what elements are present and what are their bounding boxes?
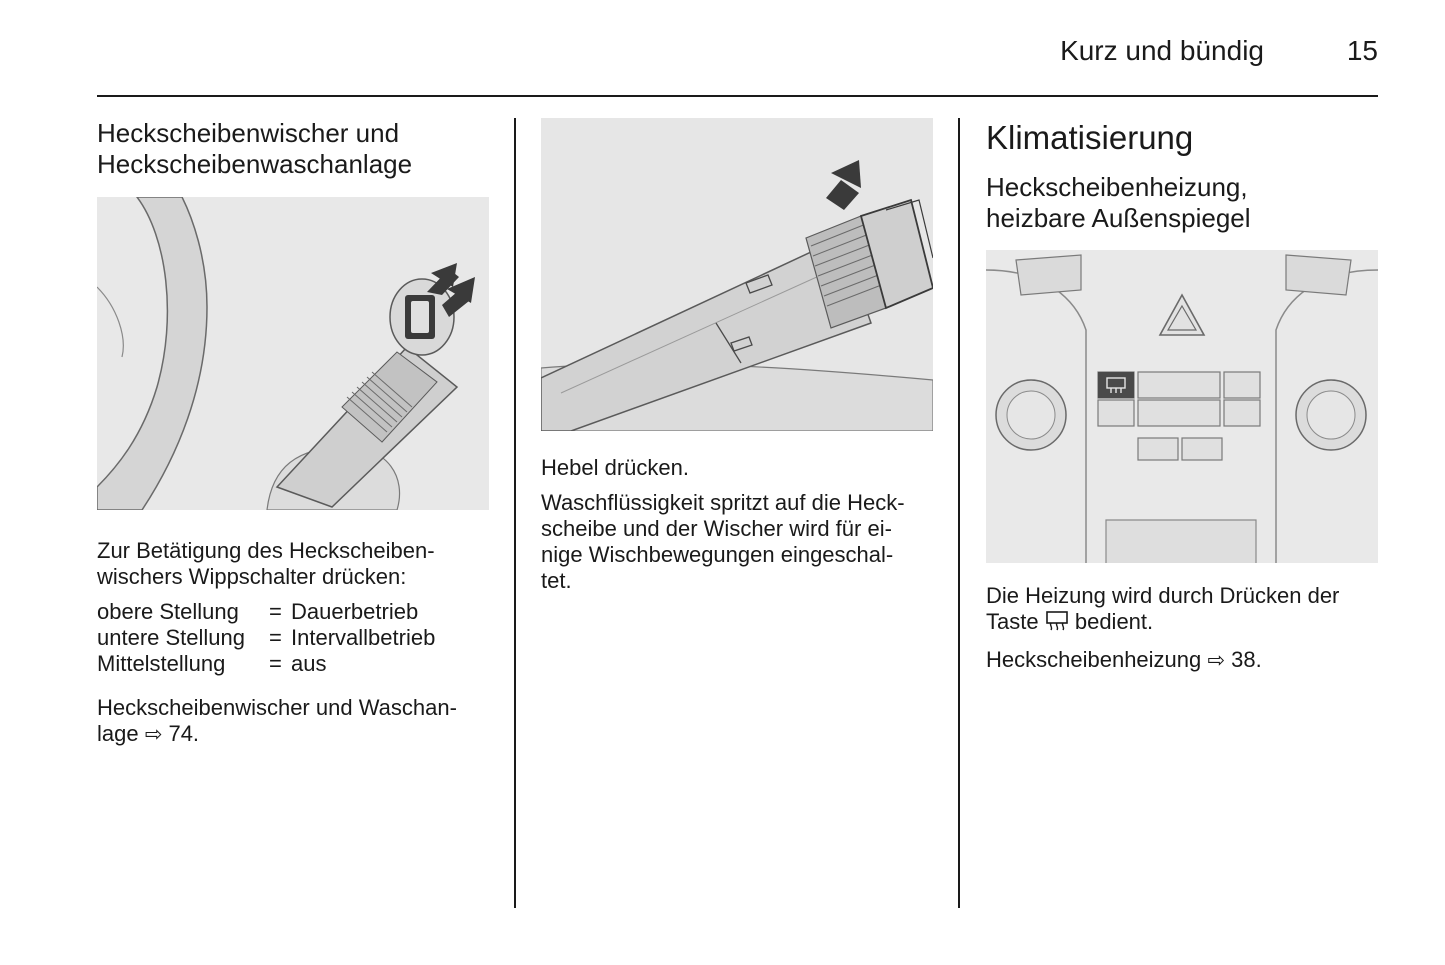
cross-reference-paragraph	[97, 695, 489, 748]
table-row	[97, 651, 435, 677]
section-heading-heating	[986, 172, 1378, 234]
text-line: Heckscheibenheizung	[986, 647, 1202, 672]
text-line: wischers Wippschalter drücken:	[97, 564, 407, 589]
heading-line: heizbare Außenspiegel	[986, 203, 1251, 233]
running-header-title: Kurz und bündig	[1060, 35, 1264, 66]
text-line: Zur Betätigung des Heckscheiben-	[97, 538, 435, 563]
wiper-stalk-illustration	[97, 197, 489, 510]
section-heading-rear-wiper	[97, 118, 489, 180]
text-line: Taste	[986, 609, 1039, 634]
column-climate	[986, 118, 1378, 674]
table-row	[97, 599, 435, 625]
column-divider-2	[958, 118, 960, 908]
setting-value: aus	[291, 651, 327, 676]
text-line: bedient.	[1074, 609, 1154, 634]
setting-separator: =	[269, 651, 282, 676]
column-rear-wiper	[97, 118, 489, 748]
setting-separator: =	[269, 625, 282, 650]
setting-label: untere Stellung	[97, 625, 245, 650]
setting-label: obere Stellung	[97, 599, 239, 624]
instruction-paragraph	[541, 455, 933, 481]
text-line: Die Heizung wird durch Drücken der	[986, 583, 1340, 608]
figure-washer-stalk	[541, 118, 933, 431]
setting-value: Dauerbetrieb	[291, 599, 419, 624]
wiper-settings-table	[97, 599, 435, 677]
page-reference-link[interactable]: 38.	[1231, 647, 1262, 672]
text-line: nige Wischbewegungen eingeschal-	[541, 542, 894, 567]
text-line: scheibe und der Wischer wird für ei-	[541, 516, 892, 541]
rear-window-heating-icon	[1045, 610, 1069, 638]
column-washer	[541, 118, 933, 594]
header-rule	[97, 95, 1378, 97]
text-line: lage	[97, 721, 139, 746]
page-reference-arrow-icon: ⇨	[144, 723, 163, 746]
heating-paragraph	[986, 583, 1378, 638]
table-row	[97, 625, 435, 651]
setting-separator: =	[269, 599, 282, 624]
heading-line: Heckscheibenwischer und	[97, 118, 400, 148]
text-line: Heckscheibenwischer und Waschan-	[97, 695, 457, 720]
setting-label: Mittelstellung	[97, 651, 226, 676]
description-paragraph	[541, 490, 933, 594]
figure-climate-panel	[986, 250, 1378, 563]
page-reference-link[interactable]: 74.	[168, 721, 200, 746]
cross-reference-paragraph	[986, 647, 1378, 674]
intro-paragraph	[97, 538, 489, 590]
climate-control-illustration	[986, 250, 1378, 563]
text-line: Hebel drücken.	[541, 455, 689, 480]
chapter-title: Klimatisierung	[986, 119, 1194, 156]
text-line: tet.	[541, 568, 572, 593]
washer-stalk-illustration	[541, 118, 933, 431]
heading-line: Heckscheibenheizung,	[986, 172, 1248, 202]
page-number: 15	[1346, 35, 1378, 66]
figure-rear-wiper-stalk	[97, 197, 489, 510]
page-reference-arrow-icon: ⇨	[1207, 649, 1225, 672]
column-divider-1	[514, 118, 516, 908]
heading-line: Heckscheibenwaschanlage	[97, 149, 413, 179]
text-line: Waschflüssigkeit spritzt auf die Heck-	[541, 490, 905, 515]
setting-value: Intervallbetrieb	[291, 625, 436, 650]
